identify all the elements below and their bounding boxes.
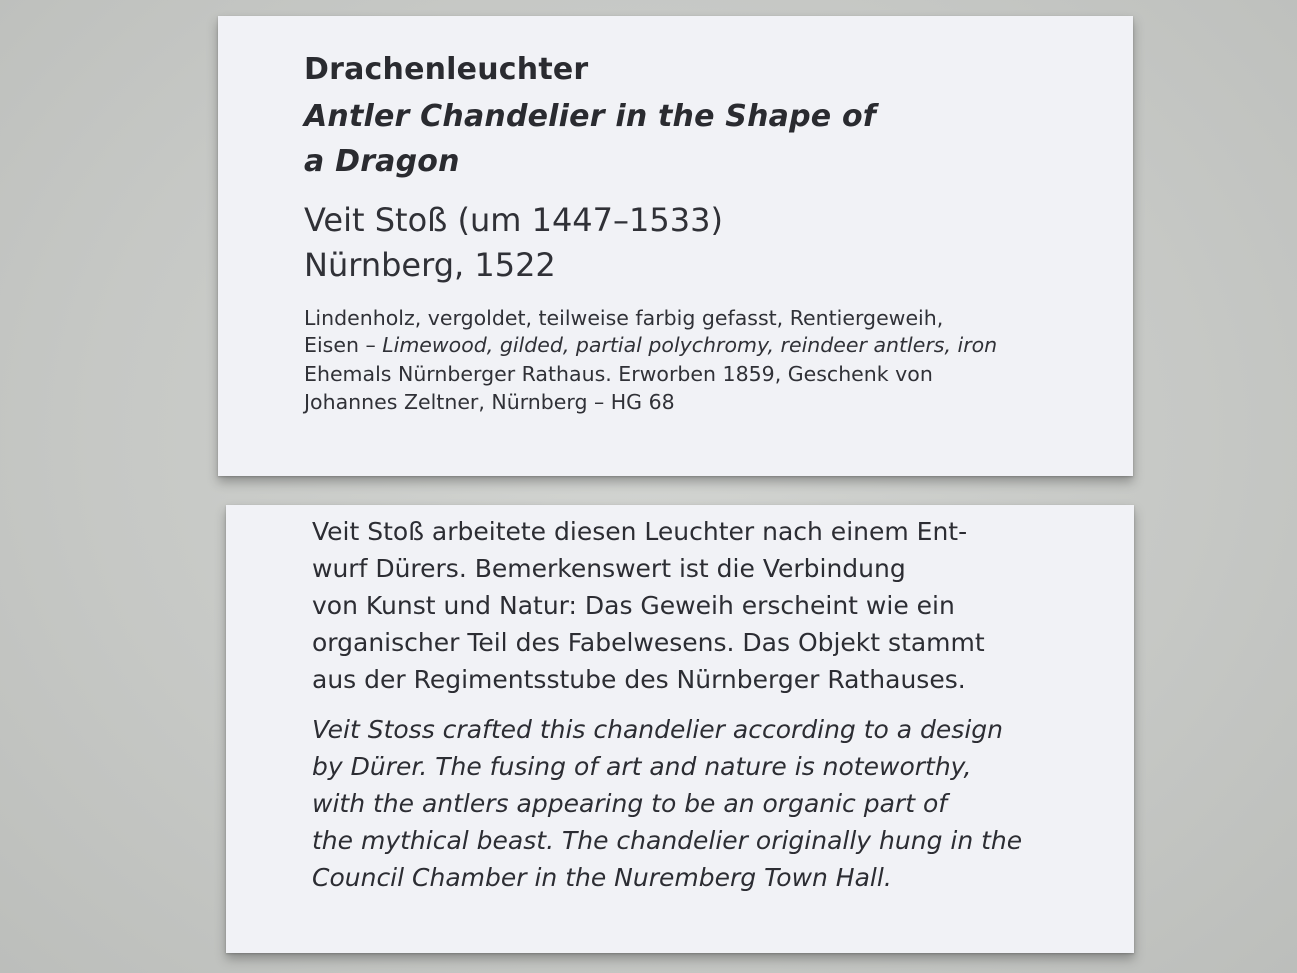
description-english-line: with the antlers appearing to be an organic part of	[312, 789, 948, 818]
artist-name: Veit Stoß (um 1447–1533)	[304, 201, 723, 239]
description-english-line: the mythical beast. The chandelier originally hung in the	[312, 826, 1023, 855]
description-german-line: Veit Stoß arbeitete diesen Leuchter nach einem Ent-	[312, 517, 968, 546]
material-german-end: Eisen –	[304, 333, 383, 357]
description-english-line: Council Chamber in the Nuremberg Town Hall.	[312, 863, 892, 892]
place-date: Nürnberg, 1522	[304, 246, 556, 284]
title-english-line2: a Dragon	[304, 144, 460, 179]
material-line2	[304, 333, 997, 357]
title-english-line1: Antler Chandelier in the Shape of	[304, 99, 877, 134]
material-line1: Lindenholz, vergoldet, teilweise farbig gefasst, Rentiergeweih,	[304, 306, 944, 330]
museum-label-description	[226, 505, 1134, 953]
provenance-line2: Johannes Zeltner, Nürnberg – HG 68	[304, 390, 675, 414]
description-german-line: von Kunst und Natur: Das Geweih erscheint wie ein	[312, 591, 955, 620]
description-german-line: organischer Teil des Fabelwesens. Das Objekt stammt	[312, 628, 985, 657]
material-english: Limewood, gilded, partial polychromy, reindeer antlers, iron	[382, 333, 998, 357]
provenance-line1: Ehemals Nürnberger Rathaus. Erworben 1859, Geschenk von	[304, 362, 933, 386]
description-english-line: Veit Stoss crafted this chandelier according to a design	[312, 715, 1003, 744]
description-german-line: aus der Regimentsstube des Nürnberger Rathauses.	[312, 665, 966, 694]
title-german: Drachenleuchter	[304, 52, 589, 87]
description-german-line: wurf Dürers. Bemerkenswert ist die Verbindung	[312, 554, 906, 583]
description-english-line: by Dürer. The fusing of art and nature is noteworthy,	[312, 752, 972, 781]
museum-label-top	[218, 16, 1133, 476]
